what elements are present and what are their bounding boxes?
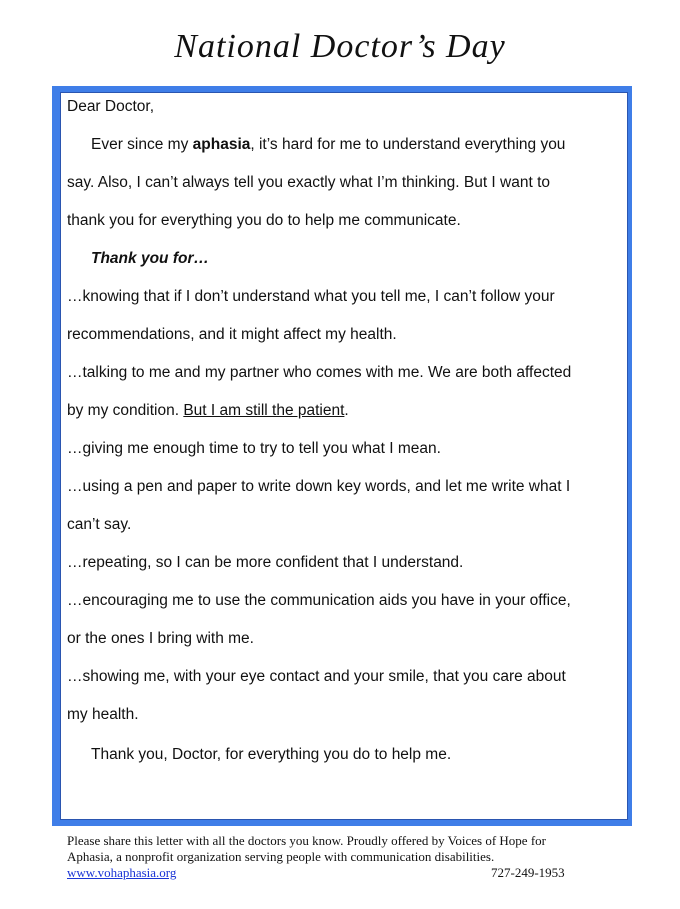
item-2-line-1: …talking to me and my partner who comes with me. We are both affected xyxy=(67,364,572,381)
item-4-line-1: …using a pen and paper to write down key words, and let me write what I xyxy=(67,478,571,495)
text: . xyxy=(344,402,349,419)
paragraph-1-line-2: say. Also, I can’t always tell you exactly what I’m thinking. But I want to xyxy=(67,174,551,191)
closing: Thank you, Doctor, for everything you do to help me. xyxy=(91,746,452,763)
text: by my condition. xyxy=(67,402,184,419)
item-6-line-1: …encouraging me to use the communication aids you have in your office, xyxy=(67,592,571,609)
underlined-phrase: But I am still the patient xyxy=(183,402,345,419)
item-4-line-2: can’t say. xyxy=(67,516,132,533)
footer xyxy=(67,833,627,881)
item-5: …repeating, so I can be more confident that I understand. xyxy=(67,554,464,571)
item-1-line-2: recommendations, and it might affect my health. xyxy=(67,326,397,343)
phone-number: 727-249-1953 xyxy=(491,865,565,880)
item-3: …giving me enough time to try to tell you what I mean. xyxy=(67,440,441,457)
salutation: Dear Doctor, xyxy=(67,98,155,115)
text: , it’s hard for me to understand everything you xyxy=(250,136,566,153)
website-link[interactable]: www.vohaphasia.org xyxy=(67,865,177,880)
paragraph-1-line-3: thank you for everything you do to help me communicate. xyxy=(67,212,461,229)
aphasia-keyword: aphasia xyxy=(192,136,251,153)
item-1-line-1: …knowing that if I don’t understand what you tell me, I can’t follow your xyxy=(67,288,555,305)
thank-you-for-heading: Thank you for… xyxy=(91,250,209,267)
item-7-line-1: …showing me, with your eye contact and your smile, that you care about xyxy=(67,668,566,685)
page-title: National Doctor’s Day xyxy=(174,28,506,65)
footer-line-2: Aphasia, a nonprofit organization serving people with communication disabilities. xyxy=(67,849,495,864)
text: Ever since my xyxy=(91,136,193,153)
footer-line-1: Please share this letter with all the doctors you know. Proudly offered by Voices of Hope for xyxy=(67,833,546,848)
paragraph-1-line-1 xyxy=(91,135,565,155)
item-7-line-2: my health. xyxy=(67,706,139,723)
item-6-line-2: or the ones I bring with me. xyxy=(67,630,254,647)
item-2-line-2 xyxy=(67,401,349,421)
